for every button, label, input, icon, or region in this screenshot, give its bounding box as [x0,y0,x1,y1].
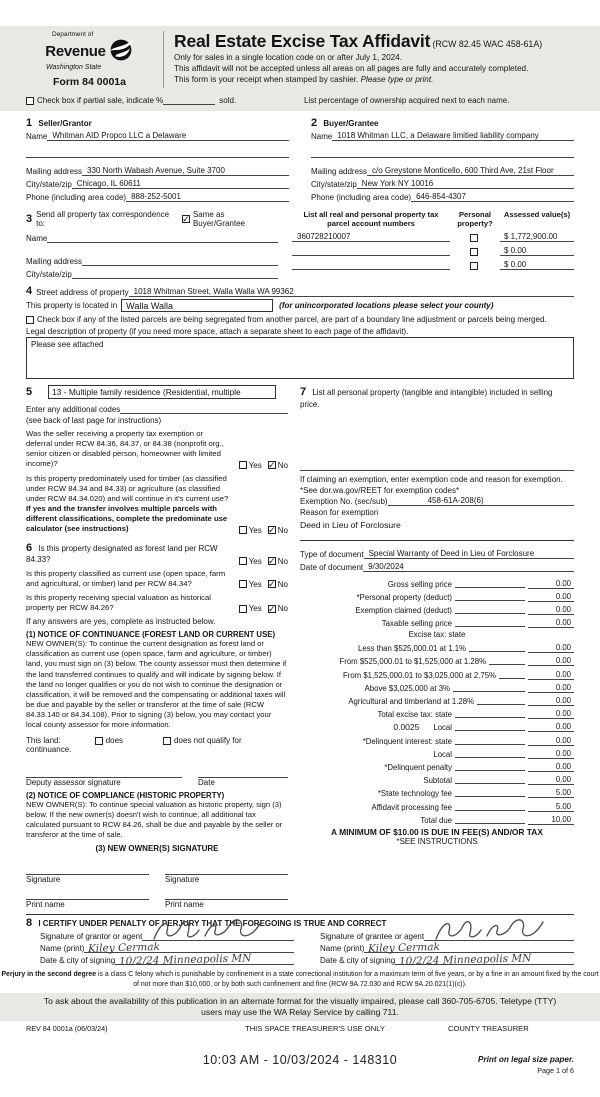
historical-property-question: Is this property receiving special valuation as historical property per RCW 84.26? [26,592,212,613]
perjury-note: Perjury in the second degree is a class C felony which is punishable by confinement in a state correctional institution for a maximum term of five years, or by a fine in an amount fixed by the court of not more than $10,000, or by both such confinement and fine (RCW 9A.72.030 and RCW 9A.20.021(1)(c)). [1,971,599,988]
located-note: (for unincorporated locations please select your county) [279,301,494,310]
section-1-number: 1 [26,117,33,129]
segregated-checkbox[interactable] [26,316,34,324]
grantee-date-city-field[interactable]: 10/2/24 Minneapolis MN [395,956,574,965]
buyer-phone-label: Phone (including area code) [311,193,412,202]
cashier-stamp: 10:03 AM - 10/03/2024 - 148310 [202,1052,398,1067]
section-7-number: 7 [300,386,307,398]
buyer-name-field[interactable]: 1018 Whitman LLC, a Delaware limitied liability company [332,131,574,141]
same-as-buyer-checkbox[interactable]: ✓ [182,214,190,224]
type-of-document-label: Type of document [300,550,364,560]
street-address-label: Street address of property [36,288,129,297]
section-8 [26,917,574,969]
tax-row-value[interactable]: 0.00 [528,762,574,772]
grantor-signature-label: Signature of grantor or agent [40,932,143,942]
q1-yes-checkbox[interactable] [239,461,247,469]
assessed-value-field[interactable]: $ 0.00 [500,246,574,256]
yes-label: Yes [248,604,262,614]
county-select[interactable]: Walla Walla [121,299,273,312]
tax-row-label: Exemption claimed (deduct) [355,605,452,615]
buyer-name-label: Name [311,132,333,141]
tax-row-value[interactable]: 0.00 [528,683,574,693]
ownership-note: List percentage of ownership acquired next to each name. [304,96,510,105]
assessed-value-col-header: Assessed value(s) [503,210,571,219]
personal-property-intro: List all personal property (tangible and intangible) included in selling price. [300,388,553,409]
corr-mailing-label: Mailing address [26,257,83,266]
tax-row-value[interactable]: 5.00 [528,802,574,812]
owner-signature-label-1: Signature [26,875,61,885]
tax-row-value[interactable]: 0.00 [528,579,574,589]
accessibility-note: To ask about the availability of this publication in an alternate format for the visually impaired, please call 360-705-6705. Teletype (TTY) users may use the WA Relay Service by calling 711. [0,993,600,1020]
certify-statement: I CERTIFY UNDER PENALTY OF PERJURY THAT THE FOREGOING IS TRUE AND CORRECT [38,919,387,929]
q4-no-checkbox[interactable]: ✓ [268,579,276,590]
tax-row-value[interactable]: 0.00 [528,775,574,785]
grantee-print-name-field[interactable]: Kiley Cermak [364,944,574,953]
tax-row-value[interactable]: 0.00 [528,670,574,680]
page-title: Real Estate Excise Tax Affidavit [174,31,431,51]
owner-print-name-field-2[interactable] [165,890,288,900]
correspondence-label: Send all property tax correspondence to: [36,210,170,228]
grantee-signature-image [430,917,550,943]
grantor-date-city-field[interactable]: 10/2/24 Minneapolis MN [115,956,294,965]
corr-city-label: City/state/zip [26,270,72,279]
parcel-number-field[interactable]: 360728210007 [292,232,450,242]
tax-row-value[interactable]: 0.00 [528,709,574,719]
reason-for-exemption-label: Reason for exemption [300,508,379,518]
corr-name-label: Name [26,234,48,243]
parcel-number-field[interactable] [292,260,450,270]
owner-print-name-label-1: Print name [26,900,65,910]
yes-label: Yes [248,579,262,589]
corr-mailing-field[interactable] [82,257,278,266]
seller-mailing-field[interactable]: 330 North Wabash Avenue, Suite 3700 [82,166,289,176]
buyer-title: Buyer/Grantee [323,119,379,128]
q3-no-checkbox[interactable]: ✓ [268,556,276,567]
forest-land-question: Is this property designated as forest land per RCW 84.33? [26,543,218,565]
reet-affidavit-page [0,26,600,1075]
table-row [292,260,574,270]
seller-phone-label: Phone (including area code) [26,193,127,202]
grantor-print-name-label: Name (print) [40,944,85,954]
personal-property-checkbox[interactable] [470,234,478,242]
grantor-signature-image [148,917,268,943]
owner-signature-field-1[interactable] [26,865,149,875]
dept-of-label: Department of [52,31,94,38]
does-label: does [105,736,124,746]
partial-sale-checkbox[interactable] [26,97,34,105]
subtitle-3: This form is your receipt when stamped by cashier. [174,75,359,85]
tax-row-label: Gross selling price [387,579,452,589]
see-back-note: (see back of last page for instructions) [26,416,162,425]
this-land-label: This land: [26,736,61,746]
tax-row-label: Subtotal [423,776,452,786]
table-row [292,246,574,256]
tax-row-value[interactable]: 0.00 [528,643,574,653]
owner-signature-label-2: Signature [165,875,200,885]
tax-row-value[interactable]: 0.00 [528,696,574,706]
partial-sale-label: Check box if partial sale, indicate % [37,96,164,105]
seller-name-field[interactable]: Whitman AID Propco LLC a Delaware [47,131,289,141]
type-of-document-field[interactable]: Special Warranty of Deed in Lieu of Forclosure [364,549,574,559]
tax-row-value[interactable]: 0.00 [528,592,574,602]
timber-agriculture-question-bold: If yes and the transfer involves multiple parcels with different classifications, complete the predominate use calculator (see instructions) [26,504,228,534]
tax-row-label: From $525,000.01 to $1,525,000 at 1.28% [339,657,486,667]
washington-state-label: Washington State [46,64,102,71]
section-2-number: 2 [311,117,318,129]
no-label: No [277,460,288,470]
tax-row-label: Above $3,025,000 at 3% [364,683,450,693]
corr-name-field[interactable] [47,234,278,243]
tax-row-label: Taxable selling price [381,619,452,629]
partial-percent-field[interactable] [163,104,215,105]
section-3-number: 3 [26,213,33,225]
see-instructions-note: *SEE INSTRUCTIONS [396,836,478,846]
if-yes-note: If any answers are yes, complete as instructed below. [26,617,216,627]
parcel-table [292,210,574,279]
seller-city-field[interactable]: Chicago, IL 60611 [72,179,289,189]
legal-description-field[interactable]: Please see attached [26,337,574,379]
tax-row-label: *State technology fee [377,789,452,799]
exemption-no-field[interactable]: 458-61A-208(6) [388,496,574,506]
tax-row-label: Agricultural and timberland at 1.28% [348,697,474,706]
tax-row-label: Total due [420,815,452,825]
exemption-no-label: Exemption No. (sec/sub) [300,497,388,507]
deputy-date-label: Date [198,778,215,788]
tax-row-value[interactable]: 10.00 [528,815,574,825]
subtitle-2: This affidavit will not be accepted unless all areas on all pages are fully and accurately completed. [174,64,529,74]
corr-city-field[interactable] [72,270,278,279]
section-4-number: 4 [26,285,33,297]
notice-compliance-body: NEW OWNER(S): To continue special valuation as historic property, sign (3) below. If the new owner(s) doesn't wish to continue, all additional tax calculated pursuant to RCW 84.26, shall be due and payable by the seller or transferor at the time of sale. [26,800,283,840]
personal-property-checkbox[interactable] [470,262,478,270]
assessed-value-field[interactable]: $ 0.00 [500,260,574,270]
no-label: No [277,525,288,535]
section-6-number: 6 [26,541,33,554]
buyer-mailing-label: Mailing address [311,167,368,176]
parcel-col-header: List all real and personal property tax parcel account numbers [303,210,439,229]
tax-row-value[interactable]: 0.00 [528,605,574,615]
does-not-label: does not qualify for [174,736,242,746]
tax-row-value[interactable]: 0.00 [528,749,574,759]
section-5-number: 5 [26,386,33,398]
does-checkbox[interactable] [95,737,103,745]
grantor-date-city-label: Date & city of signing [40,956,116,966]
q5-no-checkbox[interactable]: ✓ [268,603,276,614]
revenue-wordmark: Revenue [45,42,106,60]
seller-name-label: Name [26,132,48,141]
tax-row-value[interactable]: 0.00 [528,736,574,746]
owner-print-name-label-2: Print name [165,900,204,910]
same-as-buyer-label: Same as Buyer/Grantee [192,210,245,228]
print-legal-note: Print on legal size paper. [477,1054,574,1064]
subtitle-1: Only for sales in a single location code on or after July 1, 2024. [174,53,403,62]
tax-row-label: *Personal property (deduct) [356,592,452,602]
q4-yes-checkbox[interactable] [239,580,247,588]
buyer-mailing-field[interactable]: c/o Greystone Monticello, 600 Third Ave, 21st Floor [367,166,574,176]
located-in-label: This property is located in [26,301,118,310]
local-rate-value: 0.0025 [393,722,420,733]
continuance-label: continuance. [26,745,72,755]
exemption-note: If claiming an exemption, enter exemption code and reason for exemption. *See dor.wa.gov/REET for exemption codes* [300,475,563,495]
tax-row-label: *Delinquent interest: state [362,736,452,746]
grantee-date-city-label: Date & city of signing [320,956,396,966]
notice-continuance-body: NEW OWNER(S): To continue the current designation as forest land or classification as current use (open space, farm and agriculture, or timber) land, you must sign on (3) below. The county assessor must then determine if the land transferred continues to qualify and will indicate by signing below. If the land no longer qualifies or you do not wish to continue the designation or classification, it will be removed and the compensating or additional taxes will be due and payable by the seller or transferor at the time of sale (RCW 84.33.140 or 84.34.108). Prior to signing (3) below, you may contact your local county assessor for more information. [26,639,287,729]
timber-agriculture-question: Is this property predominately used for timber (as classified under RCW 84.34 and 84.33) or agriculture (as classified under RCW 84.34.020) and will continue in it's current use? [26,473,229,503]
exemption-deferral-question: Was the seller receiving a property tax exemption or deferral under RCW 84.36, 84.37, or 84.38 (nonprofit org., senior citizen or disabled person, homeowner with limited income)? [26,429,224,469]
land-use-code-select[interactable]: 13 - Multiple family residence (Residential, multiple [48,385,276,399]
assessed-value-field[interactable]: $ 1,772,900.00 [500,232,574,242]
tax-row-label: Local [433,749,452,759]
date-of-document-field[interactable]: 9/30/2024 [363,562,574,572]
rev-form-number: REV 84 0001a (06/03/24) [26,1023,108,1033]
tax-row-label: Affidavit processing fee [371,802,452,812]
excise-tax-state-header: Excise tax: state [408,630,466,640]
form-number: Form 84 0001a [53,76,126,88]
tax-row-value[interactable]: 0.00 [528,656,574,666]
q1-no-checkbox[interactable]: ✓ [268,460,276,471]
grantee-signature-label: Signature of grantee or agent [320,932,425,942]
grantor-signature-field[interactable] [142,932,294,941]
reason-for-exemption-value: Deed in Lieu of Forclosure [300,520,401,531]
tax-row-label: Less than $525,000.01 at 1.1% [358,644,466,654]
buyer-phone-field[interactable]: 646-854-4307 [411,192,574,202]
subtitle-3-italic: Please type or print. [360,75,434,85]
no-label: No [277,604,288,614]
tax-table [300,575,574,824]
deputy-assessor-signature-field[interactable] [26,768,182,778]
seller-phone-field[interactable]: 888-252-5001 [126,192,289,202]
yes-label: Yes [248,460,262,470]
grantee-print-name-label: Name (print) [320,944,365,954]
tax-row-value[interactable]: 0.00 [528,722,574,732]
tax-row-label: From $1,525,000.01 to $3,025,000 at 2.75% [342,670,496,680]
section-3 [26,210,278,279]
seller-mailing-label: Mailing address [26,167,83,176]
owner-print-name-field-1[interactable] [26,890,149,900]
additional-codes-field[interactable] [120,405,288,414]
buyer-section [311,117,574,202]
tax-row-label: *Delinquent penalty [384,762,452,772]
grantor-print-name-field[interactable]: Kiley Cermak [84,944,294,953]
table-row [292,232,574,242]
no-label: No [277,556,288,566]
seller-title: Seller/Grantor [38,119,92,128]
deputy-assessor-signature-label: Deputy assessor signature [26,778,121,788]
seller-section [26,117,289,202]
current-use-question: Is this property classified as current use (open space, farm and agricultural, or timber) land per RCW 84.34? [26,568,226,588]
q2-no-checkbox[interactable]: ✓ [268,525,276,536]
revenue-logo-icon [108,38,134,64]
parcel-number-field[interactable] [292,246,450,256]
personal-property-list-field[interactable] [300,462,574,471]
seller-city-label: City/state/zip [26,180,72,189]
personal-property-col-header: Personal property? [457,210,493,229]
section-4 [26,285,574,379]
title-rcw: (RCW 82.45 WAC 458-61A) [432,39,543,49]
legal-description-label: Legal description of property (if you need more space, attach a separate sheet to each page of the affidavit). [26,327,409,336]
buyer-city-field[interactable]: New York NY 10016 [357,179,574,189]
tax-row-value[interactable]: 0.00 [528,618,574,628]
segregated-label: Check box if any of the listed parcels are being segregated from another parcel, are part of a boundary line adjustment or parcels being merged. [37,315,547,324]
buyer-name2-field[interactable] [311,149,574,158]
notice-continuance-title: (1) NOTICE OF CONTINUANCE (FOREST LAND OR CURRENT USE) [26,630,276,640]
section-8-number: 8 [26,917,33,930]
additional-codes-label: Enter any additional codes [26,405,121,414]
county-treasurer-label: COUNTY TREASURER [448,1023,529,1033]
seller-name2-field[interactable] [26,149,289,158]
no-label: No [277,579,288,589]
header-band [0,26,600,111]
partial-sold-label: sold. [219,96,237,105]
tax-row-label: Total excise tax: state [377,710,452,720]
page-number: Page 1 of 6 [537,1065,574,1075]
tax-row-label: Local [433,723,452,733]
grantee-signature-field[interactable] [424,932,574,941]
buyer-city-label: City/state/zip [311,180,357,189]
yes-label: Yes [248,556,262,566]
tax-row-value[interactable]: 5.00 [528,788,574,798]
agency-logo-block [26,31,164,88]
does-not-checkbox[interactable] [163,737,171,745]
date-of-document-label: Date of document [300,563,364,573]
yes-label: Yes [248,525,262,535]
minimum-due-note: A MINIMUM OF $10.00 IS DUE IN FEE(S) AND/OR TAX [331,826,543,837]
deputy-date-field[interactable] [198,768,288,778]
q5-yes-checkbox[interactable] [239,605,247,613]
new-owners-signature-title: (3) NEW OWNER(S) SIGNATURE [95,844,219,854]
owner-signature-field-2[interactable] [165,865,288,875]
q3-yes-checkbox[interactable] [239,557,247,565]
q2-yes-checkbox[interactable] [239,526,247,534]
street-address-field[interactable]: 1018 Whitman Street, Walla Walla WA 99362 [129,287,574,297]
treasurer-space-label: THIS SPACE TREASURER'S USE ONLY [245,1023,385,1033]
notice-compliance-title: (2) NOTICE OF COMPLIANCE (HISTORIC PROPERTY) [26,791,225,801]
personal-property-checkbox[interactable] [470,248,478,256]
